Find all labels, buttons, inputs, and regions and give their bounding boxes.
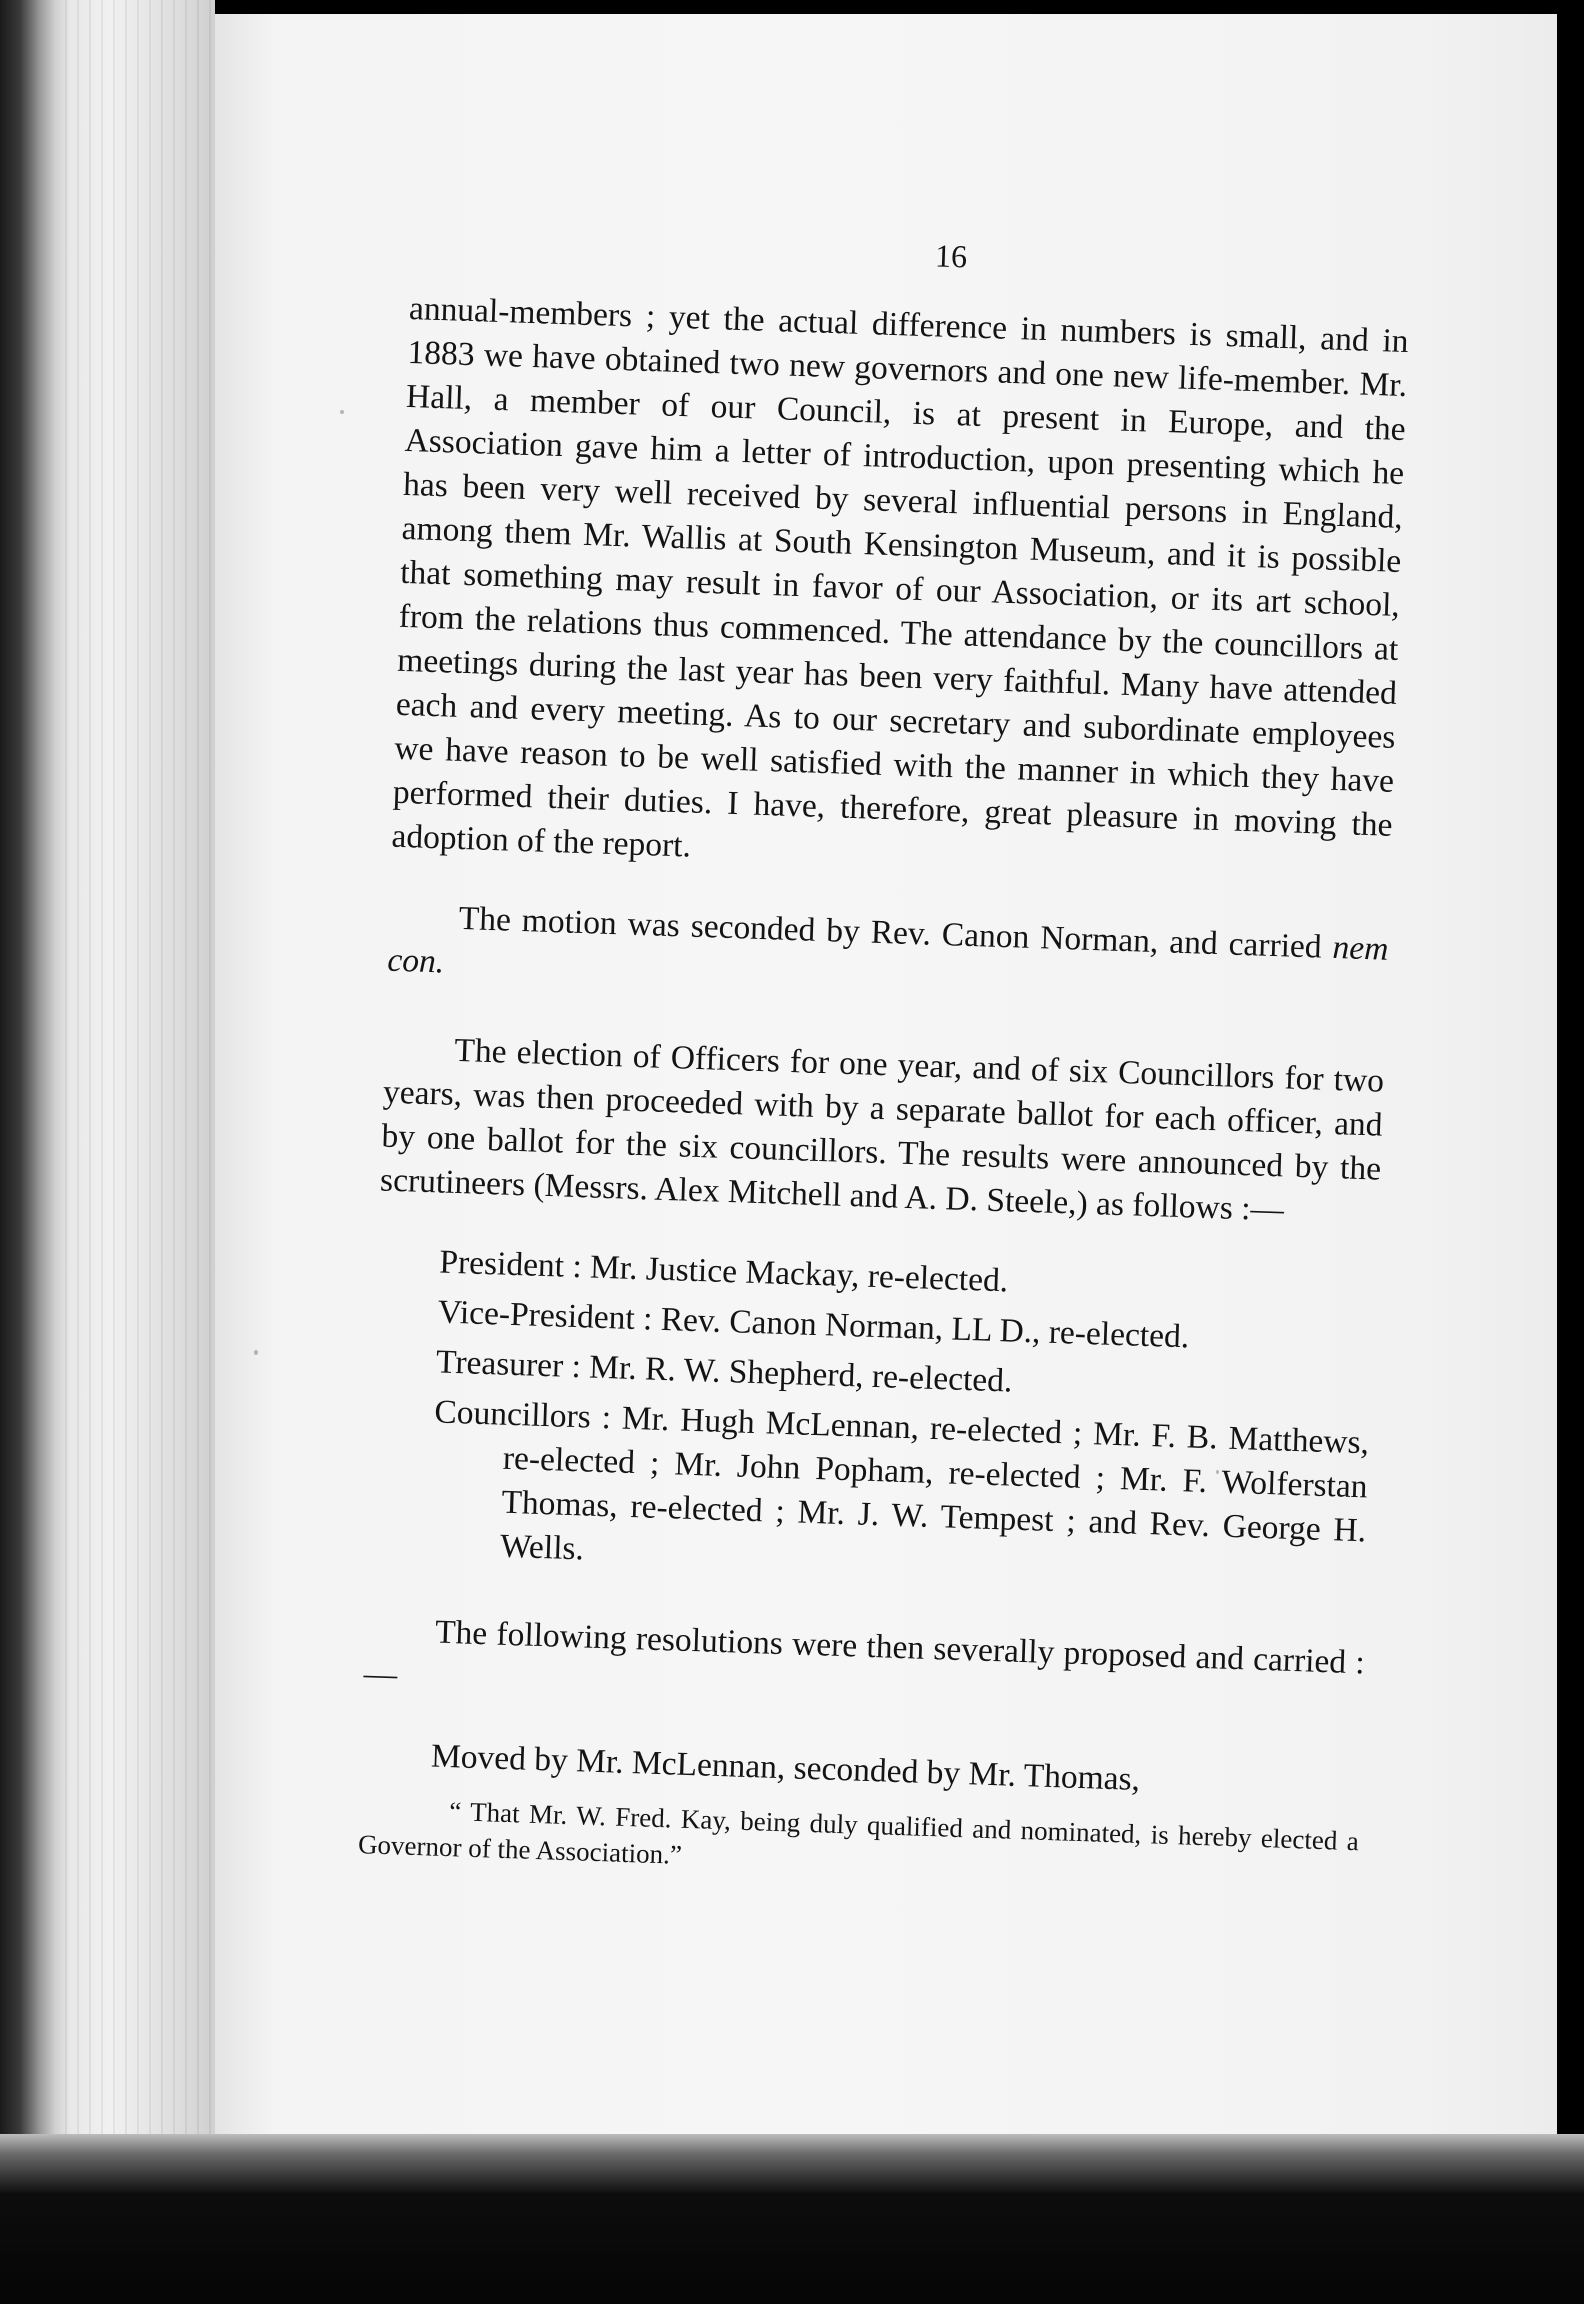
officers-list <box>429 1240 1374 1597</box>
scan-bottom-border <box>0 2134 1584 2304</box>
resolution-text: “ That Mr. W. Fred. Kay, being duly qualified and nominated, is hereby elected a Governor of the Association.” <box>357 1796 1360 1870</box>
officer-councillors: Councillors : Mr. Hugh McLennan, re-elected ; Mr. F. B. Matthews, re-elected ; Mr. John Popham, re-elected ; Mr. F. Wolferstan Thomas, re-elected ; Mr. J. W. Tempest ; and Rev. George H. Wells. <box>433 1393 1370 1568</box>
moved-line: Moved by Mr. McLennan, seconded by Mr. Thomas, <box>430 1737 1141 1798</box>
speck <box>340 410 344 414</box>
page-number: 16 <box>934 237 968 275</box>
motion-italic: nem con. <box>386 928 1389 981</box>
officer-treasurer: Treasurer : Mr. R. W. Shepherd, re-elected. <box>435 1343 1013 1400</box>
page-text-block <box>358 220 1412 1895</box>
scan-top-border <box>0 0 1584 14</box>
paragraph-report-continuation: annual-members ; yet the actual difference in numbers is small, and in 1883 we have obtained two new governors and one new life-member. Mr. Hall, a member of our Council, is at present in Europe, and the Association gave him a letter of introduction, upon presenting which he has been very well received by several influential persons in England, among them Mr. Wallis at South Kensington Museum, and it is possible that something may result in favor of our Association, or its art school, from the relations thus commenced. The attendance by the councillors at meetings during the last year has been very faithful. Many have attended each and every meeting. As to our secretary and subordinate employees we have reason to be well satisfied with the manner in which they have performed their duties. I have, therefore, great pleasure in moving the adoption of the report. <box>390 289 1410 865</box>
motion-text: The motion was seconded by Rev. Canon Norman, and carried <box>458 899 1323 966</box>
speck <box>254 1350 258 1355</box>
officer-vice-president: Vice-President : Rev. Canon Norman, LL D., re-elected. <box>437 1293 1190 1356</box>
gutter-page-edges <box>55 0 215 2304</box>
paragraph-election: The election of Officers for one year, and of six Councillors for two years, was then proceeded with by a separate ballot for each officer, and by one ballot for the six councillors. The results were announced by the scrutineers (Messrs. Alex Mitchell and A. D. Steele,) as follows :— <box>379 1031 1385 1229</box>
scan-right-border <box>1557 0 1584 2304</box>
officer-president: President : Mr. Justice Mackay, re-elected. <box>438 1243 1009 1300</box>
paragraph-following-resolutions: The following resolutions were then severally proposed and carried :— <box>363 1613 1366 1694</box>
